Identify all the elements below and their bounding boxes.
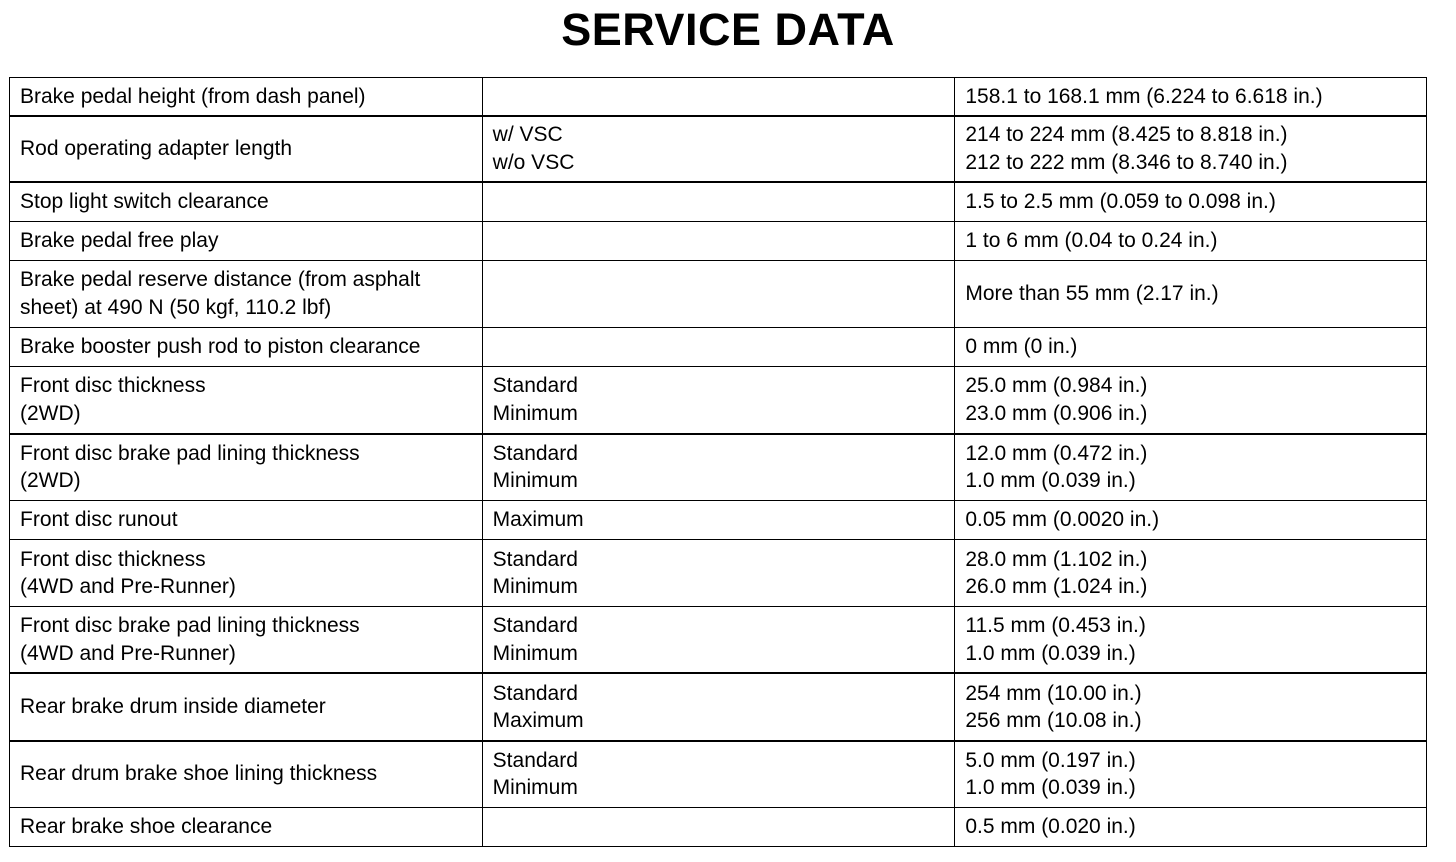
service-data-body — [10, 78, 1427, 847]
spec-value-text: 23.0 mm (0.906 in.) — [965, 401, 1148, 425]
spec-item-text: Front disc runout — [20, 508, 178, 532]
spec-item-text: (4WD and Pre-Runner) — [20, 641, 236, 665]
spec-item-text: Stop light switch clearance — [20, 190, 269, 214]
spec-item-cell — [10, 78, 483, 116]
spec-item-text: (2WD) — [20, 401, 81, 425]
table-row — [10, 221, 1427, 260]
spec-value-text: 11.5 mm (0.453 in.) — [965, 614, 1146, 638]
spec-condition-cell — [482, 366, 955, 433]
table-row — [10, 673, 1427, 740]
spec-condition-text: Minimum — [492, 469, 578, 493]
spec-item-text: Brake pedal height (from dash panel) — [20, 84, 366, 108]
spec-value-text: 256 mm (10.08 in.) — [965, 709, 1142, 733]
spec-item-cell — [10, 221, 483, 260]
spec-value-cell — [955, 807, 1427, 846]
spec-condition-cell — [482, 221, 955, 260]
spec-value-cell — [955, 673, 1427, 740]
spec-item-text: Rear brake drum inside diameter — [20, 695, 326, 719]
table-row — [10, 327, 1427, 366]
spec-item-text: Front disc brake pad lining thickness — [20, 441, 360, 465]
spec-item-cell — [10, 741, 483, 807]
spec-condition-cell — [482, 116, 955, 182]
spec-condition-text: Standard — [492, 547, 578, 571]
spec-value-text: 1.0 mm (0.039 in.) — [965, 776, 1136, 800]
spec-condition-text: Standard — [492, 681, 578, 705]
spec-item-cell — [10, 673, 483, 740]
spec-condition-text: w/ VSC — [492, 123, 563, 147]
spec-value-text: 214 to 224 mm (8.425 to 8.818 in.) — [965, 123, 1288, 147]
spec-condition-text: Standard — [492, 441, 578, 465]
spec-value-text: 26.0 mm (1.024 in.) — [965, 575, 1148, 599]
spec-item-cell — [10, 182, 483, 221]
spec-value-text: 158.1 to 168.1 mm (6.224 to 6.618 in.) — [965, 84, 1323, 108]
spec-value-text: 1.0 mm (0.039 in.) — [965, 641, 1136, 665]
spec-value-cell — [955, 182, 1427, 221]
table-row — [10, 116, 1427, 182]
service-data-table — [9, 77, 1427, 847]
spec-item-cell — [10, 116, 483, 182]
spec-value-text: 25.0 mm (0.984 in.) — [965, 374, 1148, 398]
spec-item-text: Rod operating adapter length — [20, 137, 293, 161]
spec-item-cell — [10, 366, 483, 433]
spec-value-text: 0 mm (0 in.) — [965, 334, 1078, 358]
spec-value-text: 28.0 mm (1.102 in.) — [965, 547, 1148, 571]
spec-value-text: 1.0 mm (0.039 in.) — [965, 469, 1136, 493]
spec-item-cell — [10, 607, 483, 673]
spec-value-text: 1 to 6 mm (0.04 to 0.24 in.) — [965, 229, 1218, 253]
spec-item-text: Front disc brake pad lining thickness — [20, 614, 360, 638]
spec-item-text: Front disc thickness — [20, 374, 206, 398]
spec-item-text: Rear brake shoe clearance — [20, 815, 273, 839]
table-row — [10, 261, 1427, 327]
table-row — [10, 807, 1427, 846]
spec-condition-cell — [482, 434, 955, 500]
table-row — [10, 182, 1427, 221]
spec-item-text: Front disc thickness — [20, 547, 206, 571]
spec-condition-text: Minimum — [492, 575, 578, 599]
spec-value-cell — [955, 741, 1427, 807]
page-title: SERVICE DATA — [561, 4, 895, 55]
spec-value-text: 0.5 mm (0.020 in.) — [965, 815, 1136, 839]
spec-item-cell — [10, 261, 483, 327]
spec-value-cell — [955, 261, 1427, 327]
spec-item-text: Rear drum brake shoe lining thickness — [20, 762, 378, 786]
spec-condition-text: w/o VSC — [492, 150, 575, 174]
spec-item-cell — [10, 327, 483, 366]
spec-condition-cell — [482, 327, 955, 366]
spec-value-cell — [955, 434, 1427, 500]
spec-condition-text: Standard — [492, 614, 578, 638]
spec-item-text: sheet) at 490 N (50 kgf, 110.2 lbf) — [20, 295, 332, 319]
spec-value-cell — [955, 607, 1427, 673]
spec-item-text: (4WD and Pre-Runner) — [20, 575, 236, 599]
spec-value-text: More than 55 mm (2.17 in.) — [965, 282, 1219, 306]
table-row — [10, 366, 1427, 433]
spec-value-text: 254 mm (10.00 in.) — [965, 681, 1142, 705]
spec-value-cell — [955, 78, 1427, 116]
spec-value-cell — [955, 327, 1427, 366]
spec-condition-text: Minimum — [492, 401, 578, 425]
spec-item-cell — [10, 434, 483, 500]
spec-condition-cell — [482, 261, 955, 327]
spec-condition-text: Minimum — [492, 641, 578, 665]
spec-condition-cell — [482, 607, 955, 673]
spec-condition-text: Minimum — [492, 776, 578, 800]
spec-condition-cell — [482, 500, 955, 539]
table-row — [10, 539, 1427, 606]
spec-value-text: 212 to 222 mm (8.346 to 8.740 in.) — [965, 150, 1288, 174]
spec-value-cell — [955, 500, 1427, 539]
table-row — [10, 500, 1427, 539]
spec-condition-text: Standard — [492, 748, 578, 772]
spec-item-text: (2WD) — [20, 469, 81, 493]
spec-condition-cell — [482, 807, 955, 846]
spec-value-text: 5.0 mm (0.197 in.) — [965, 748, 1136, 772]
spec-condition-text: Maximum — [492, 709, 584, 733]
spec-value-cell — [955, 116, 1427, 182]
spec-value-cell — [955, 539, 1427, 606]
spec-condition-text: Maximum — [492, 508, 584, 532]
table-row — [10, 741, 1427, 807]
spec-item-text: Brake pedal free play — [20, 229, 219, 253]
spec-condition-cell — [482, 539, 955, 606]
spec-condition-text: Standard — [492, 374, 578, 398]
table-row — [10, 434, 1427, 500]
spec-item-text: Brake pedal reserve distance (from asphalt — [20, 268, 421, 292]
spec-value-cell — [955, 366, 1427, 433]
spec-condition-cell — [482, 78, 955, 116]
spec-value-cell — [955, 221, 1427, 260]
table-row — [10, 78, 1427, 116]
spec-item-cell — [10, 500, 483, 539]
spec-item-cell — [10, 807, 483, 846]
spec-item-cell — [10, 539, 483, 606]
spec-value-text: 0.05 mm (0.0020 in.) — [965, 508, 1160, 532]
spec-value-text: 1.5 to 2.5 mm (0.059 to 0.098 in.) — [965, 190, 1276, 214]
spec-value-text: 12.0 mm (0.472 in.) — [965, 441, 1148, 465]
spec-item-text: Brake booster push rod to piston clearance — [20, 334, 421, 358]
spec-condition-cell — [482, 673, 955, 740]
spec-condition-cell — [482, 741, 955, 807]
table-row — [10, 607, 1427, 673]
spec-condition-cell — [482, 182, 955, 221]
